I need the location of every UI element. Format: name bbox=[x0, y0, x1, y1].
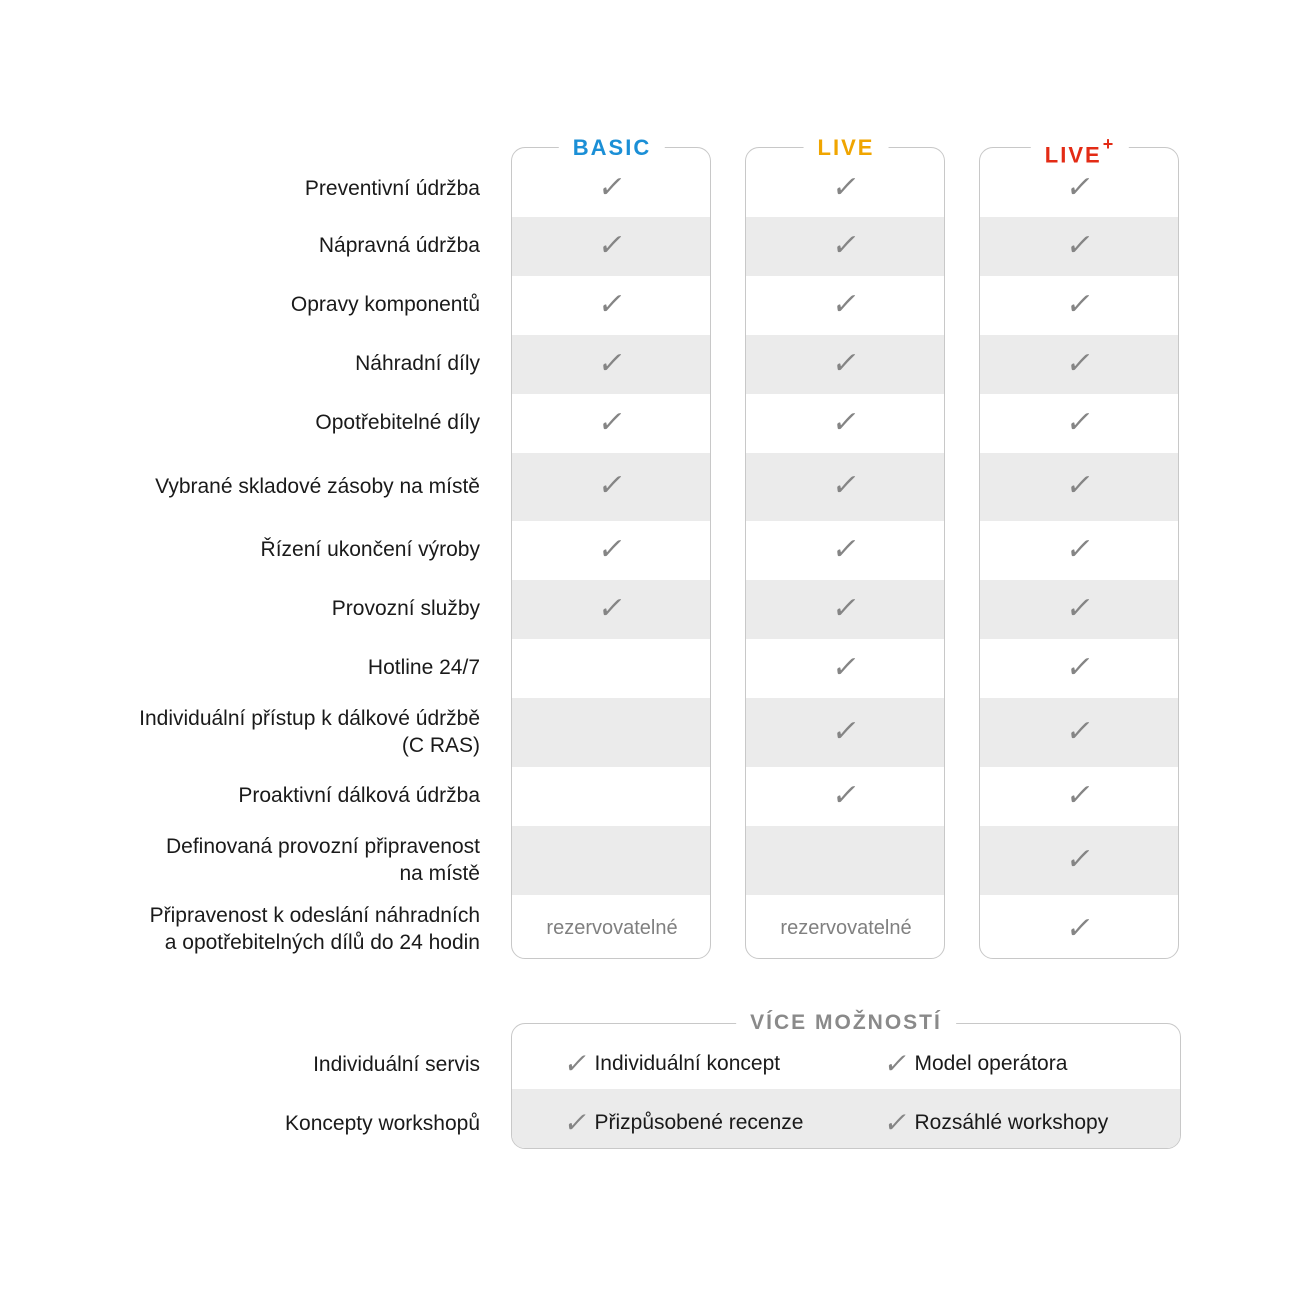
feature-cell bbox=[746, 520, 946, 579]
feature-label-line: Nápravná údržba bbox=[318, 234, 480, 257]
check-icon: ✓ bbox=[829, 713, 863, 749]
more-option-text: Model operátora bbox=[914, 1052, 1068, 1075]
check-icon: ✓ bbox=[595, 468, 629, 503]
feature-cell bbox=[980, 216, 1180, 275]
row-band bbox=[512, 698, 710, 767]
feature-label-line: na místě bbox=[399, 861, 480, 885]
more-option-text: Rozsáhlé workshopy bbox=[914, 1111, 1109, 1134]
feature-cell bbox=[980, 579, 1180, 638]
feature-cell bbox=[980, 697, 1180, 766]
check-icon: ✓ bbox=[829, 404, 863, 440]
check-icon: ✓ bbox=[595, 531, 629, 567]
check-icon: ✓ bbox=[1063, 404, 1097, 440]
feature-cell bbox=[980, 766, 1180, 825]
check-icon: ✓ bbox=[595, 404, 629, 440]
feature-label-line: Definovaná provozní připravenost bbox=[165, 834, 480, 858]
check-icon: ✓ bbox=[1063, 777, 1097, 813]
feature-cell bbox=[746, 393, 946, 452]
feature-label bbox=[60, 393, 480, 452]
feature-label-line: Připravenost k odeslání náhradních bbox=[149, 903, 480, 927]
feature-cell bbox=[512, 894, 712, 963]
feature-label bbox=[60, 452, 480, 520]
check-icon: ✓ bbox=[881, 1106, 913, 1139]
check-icon: ✓ bbox=[595, 345, 629, 381]
feature-label-line: Proaktivní dálková údržba bbox=[238, 784, 480, 807]
more-options-title: VÍCE MOŽNOSTÍ bbox=[736, 1007, 956, 1039]
check-icon: ✓ bbox=[829, 468, 863, 503]
feature-cell bbox=[512, 452, 712, 520]
feature-label-line: Individuální přístup k dálkové údržbě bbox=[139, 706, 480, 730]
feature-label bbox=[60, 579, 480, 638]
row-band bbox=[746, 826, 944, 895]
check-icon: ✓ bbox=[595, 170, 629, 205]
feature-cell bbox=[746, 579, 946, 638]
feature-cell bbox=[746, 766, 946, 825]
feature-cell bbox=[746, 275, 946, 334]
feature-label-line: Opravy komponentů bbox=[290, 293, 480, 316]
more-option-text: Individuální koncept bbox=[594, 1052, 781, 1075]
feature-cell bbox=[980, 334, 1180, 393]
feature-label-line: (C RAS) bbox=[401, 733, 480, 757]
more-option-label: Koncepty workshopů bbox=[285, 1111, 480, 1135]
feature-cell bbox=[980, 520, 1180, 579]
check-icon: ✓ bbox=[1063, 227, 1097, 263]
cell-note: rezervovatelné bbox=[546, 917, 678, 939]
cell-note: rezervovatelné bbox=[780, 917, 912, 939]
feature-label bbox=[60, 160, 480, 216]
feature-label bbox=[60, 638, 480, 697]
check-icon: ✓ bbox=[829, 590, 863, 626]
feature-cell bbox=[980, 275, 1180, 334]
check-icon: ✓ bbox=[1063, 910, 1097, 946]
feature-label-line: Vybrané skladové zásoby na místě bbox=[155, 474, 480, 498]
plan-name: LIVE bbox=[1044, 142, 1102, 168]
more-option-text: Přizpůsobené recenze bbox=[594, 1111, 804, 1134]
feature-cell bbox=[746, 334, 946, 393]
check-icon: ✓ bbox=[1063, 170, 1097, 205]
feature-label bbox=[60, 697, 480, 766]
more-option-item bbox=[561, 1047, 781, 1080]
feature-label bbox=[60, 520, 480, 579]
check-icon: ✓ bbox=[561, 1047, 593, 1080]
feature-label-line: Náhradní díly bbox=[355, 352, 480, 375]
plan-name-plus: + bbox=[1102, 134, 1116, 154]
check-icon: ✓ bbox=[829, 227, 863, 263]
check-icon: ✓ bbox=[829, 777, 863, 813]
feature-cell bbox=[746, 894, 946, 963]
feature-cell bbox=[512, 275, 712, 334]
feature-cell bbox=[512, 216, 712, 275]
check-icon: ✓ bbox=[829, 286, 863, 322]
feature-label-line: Řízení ukončení výroby bbox=[260, 538, 480, 561]
feature-cell bbox=[512, 160, 712, 216]
row-band bbox=[512, 826, 710, 895]
feature-cell bbox=[512, 579, 712, 638]
more-option-item bbox=[561, 1106, 804, 1139]
plan-name: LIVE bbox=[817, 135, 875, 160]
check-icon: ✓ bbox=[1063, 468, 1097, 503]
more-option-item bbox=[881, 1047, 1068, 1080]
check-icon: ✓ bbox=[1063, 531, 1097, 567]
feature-label bbox=[60, 825, 480, 894]
check-icon: ✓ bbox=[829, 649, 863, 685]
feature-cell bbox=[980, 825, 1180, 894]
check-icon: ✓ bbox=[1063, 713, 1097, 749]
check-icon: ✓ bbox=[595, 227, 629, 263]
feature-cell bbox=[980, 160, 1180, 216]
feature-cell bbox=[512, 393, 712, 452]
check-icon: ✓ bbox=[1063, 649, 1097, 685]
feature-cell bbox=[980, 393, 1180, 452]
check-icon: ✓ bbox=[829, 531, 863, 567]
feature-label-line: Hotline 24/7 bbox=[367, 656, 480, 679]
feature-cell bbox=[512, 520, 712, 579]
plan-name: BASIC bbox=[572, 135, 652, 160]
feature-cell bbox=[746, 697, 946, 766]
feature-label bbox=[60, 894, 480, 963]
feature-cell bbox=[746, 216, 946, 275]
feature-label bbox=[60, 766, 480, 825]
check-icon: ✓ bbox=[1063, 345, 1097, 381]
feature-label-line: Opotřebitelné díly bbox=[315, 411, 480, 434]
check-icon: ✓ bbox=[1063, 286, 1097, 322]
feature-cell bbox=[980, 452, 1180, 520]
check-icon: ✓ bbox=[595, 590, 629, 626]
check-icon: ✓ bbox=[1063, 841, 1097, 877]
check-icon: ✓ bbox=[595, 286, 629, 322]
feature-cell bbox=[980, 894, 1180, 963]
check-icon: ✓ bbox=[1063, 590, 1097, 626]
feature-label bbox=[60, 216, 480, 275]
check-icon: ✓ bbox=[881, 1047, 913, 1080]
feature-cell bbox=[980, 638, 1180, 697]
feature-cell bbox=[746, 638, 946, 697]
more-option-label: Individuální servis bbox=[313, 1052, 480, 1076]
check-icon: ✓ bbox=[561, 1106, 593, 1139]
check-icon: ✓ bbox=[829, 170, 863, 205]
feature-cell bbox=[512, 334, 712, 393]
feature-label-line: Preventivní údržba bbox=[304, 176, 480, 200]
feature-label-line: Provozní služby bbox=[331, 597, 480, 620]
feature-cell bbox=[746, 452, 946, 520]
check-icon: ✓ bbox=[829, 345, 863, 381]
more-option-item bbox=[881, 1106, 1109, 1139]
feature-label bbox=[60, 334, 480, 393]
feature-label bbox=[60, 275, 480, 334]
feature-cell bbox=[746, 160, 946, 216]
feature-label-line: a opotřebitelných dílů do 24 hodin bbox=[164, 930, 480, 954]
